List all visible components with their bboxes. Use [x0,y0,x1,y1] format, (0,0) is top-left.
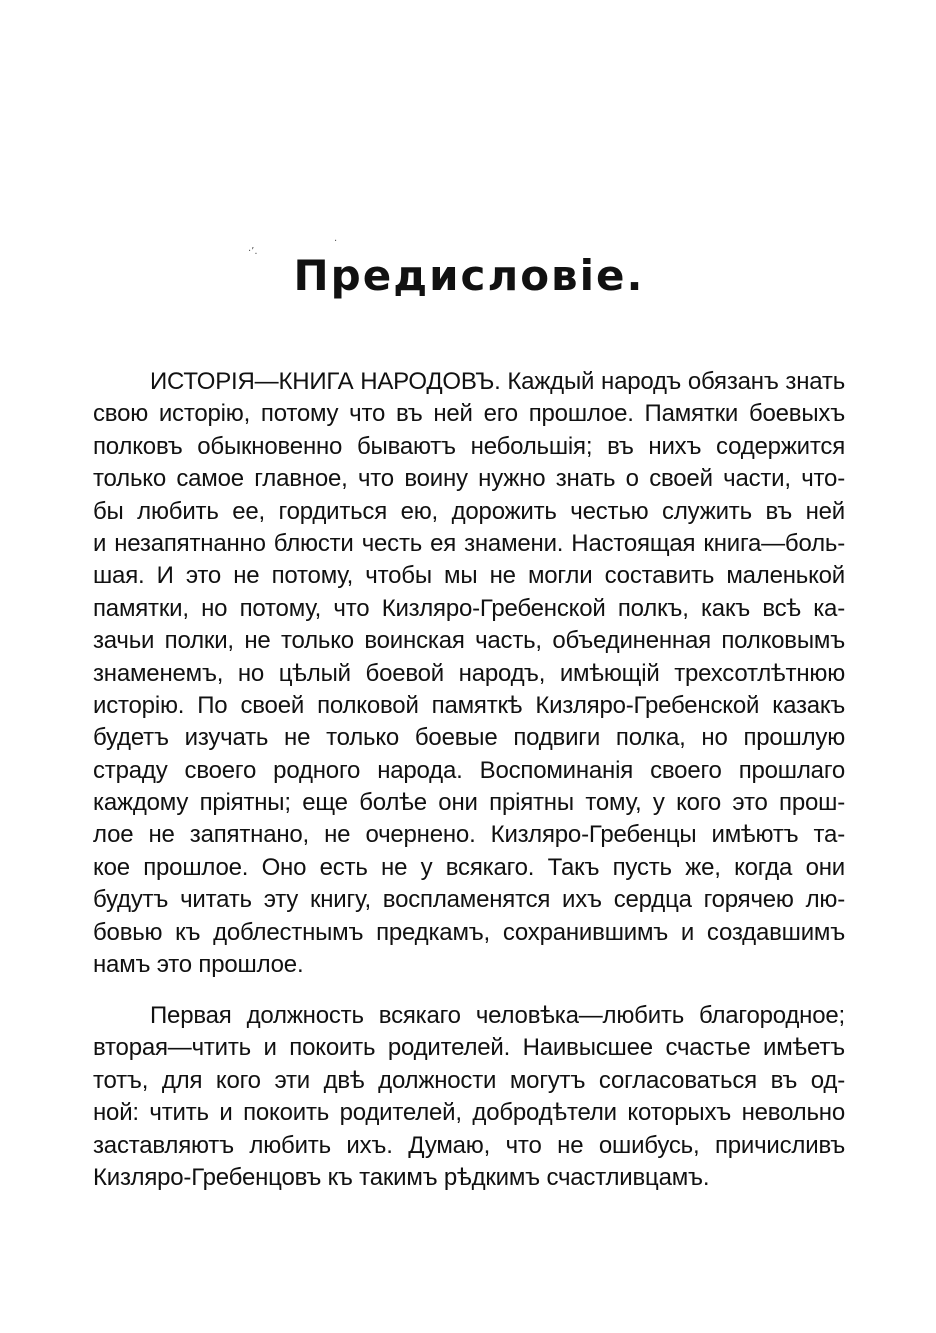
print-speck: ·’. [248,246,258,257]
text-line: намъ это прошлое. [93,951,304,979]
text-line: будетъ изучать не только боевые подвиги полка, но прошлую [93,724,845,752]
text-line: только самое главное, что воину нужно знать о своей части, что- [93,465,845,493]
text-line: исторію. По своей полковой памяткѣ Кизляро-Гребенской казакъ [93,691,845,719]
text-line: ной: чтить и покоить родителей, добродѣтели которыхъ невольно [93,1099,845,1127]
text-line: знаменемъ, но цѣлый боевой народъ, имѣющій трехсотлѣтнюю [93,659,845,687]
paragraph-2 [93,1000,845,1194]
paragraph-1 [93,366,845,981]
text-line: зачьи полки, не только воинская часть, объединенная полковымъ [93,627,845,655]
text-line: будутъ читать эту книгу, воспламенятся ихъ сердца горячею лю- [93,886,845,914]
text-line: и незапятнанно блюсти честь ея знамени. Настоящая книга—боль- [93,529,845,557]
text-line: полковъ обыкновенно бываютъ небольшія; въ нихъ содержится [93,432,845,460]
text-line: Кизляро-Гребенцовъ къ такимъ рѣдкимъ счастливцамъ. [93,1163,710,1191]
text-line: лое не запятнано, не очернено. Кизляро-Гребенцы имѣютъ та- [93,821,845,849]
text-line: свою исторію, потому что въ ней его прошлое. Памятки боевыхъ [93,400,845,428]
print-speck: · [334,236,338,247]
text-line: шая. И это не потому, чтобы мы не могли составить маленькой [93,562,845,590]
text-line: страду своего родного народа. Воспоминанія своего прошлаго [93,756,845,784]
text-line: заставляютъ любить ихъ. Думаю, что не ошибусь, причисливъ [93,1131,845,1159]
text-line: бы любить ее, гордиться ею, дорожить честью служить въ ней [93,497,845,525]
text-line: кое прошлое. Оно есть не у всякаго. Такъ пусть же, когда они [93,853,845,881]
text-line: тотъ, для кого эти двѣ должности могутъ согласоваться въ од- [93,1066,845,1094]
text-line: Первая должность всякаго человѣка—любить благородное; [150,1002,845,1029]
page-title: Предисловіе. [293,251,645,300]
text-line: вторая—чтить и покоить родителей. Наивысшее счастье имѣетъ [93,1034,845,1062]
text-line: памятки, но потому, что Кизляро-Гребенской полкъ, какъ всѣ ка- [93,594,845,622]
text-line: ИСТОРІЯ—КНИГА НАРОДОВЪ. Каждый народъ обязанъ знать [150,368,845,395]
text-line: бовью къ доблестнымъ предкамъ, сохранившимъ и создавшимъ [93,918,845,946]
text-line: каждому пріятны; еще болѣе они пріятны тому, у кого это прош- [93,789,845,817]
